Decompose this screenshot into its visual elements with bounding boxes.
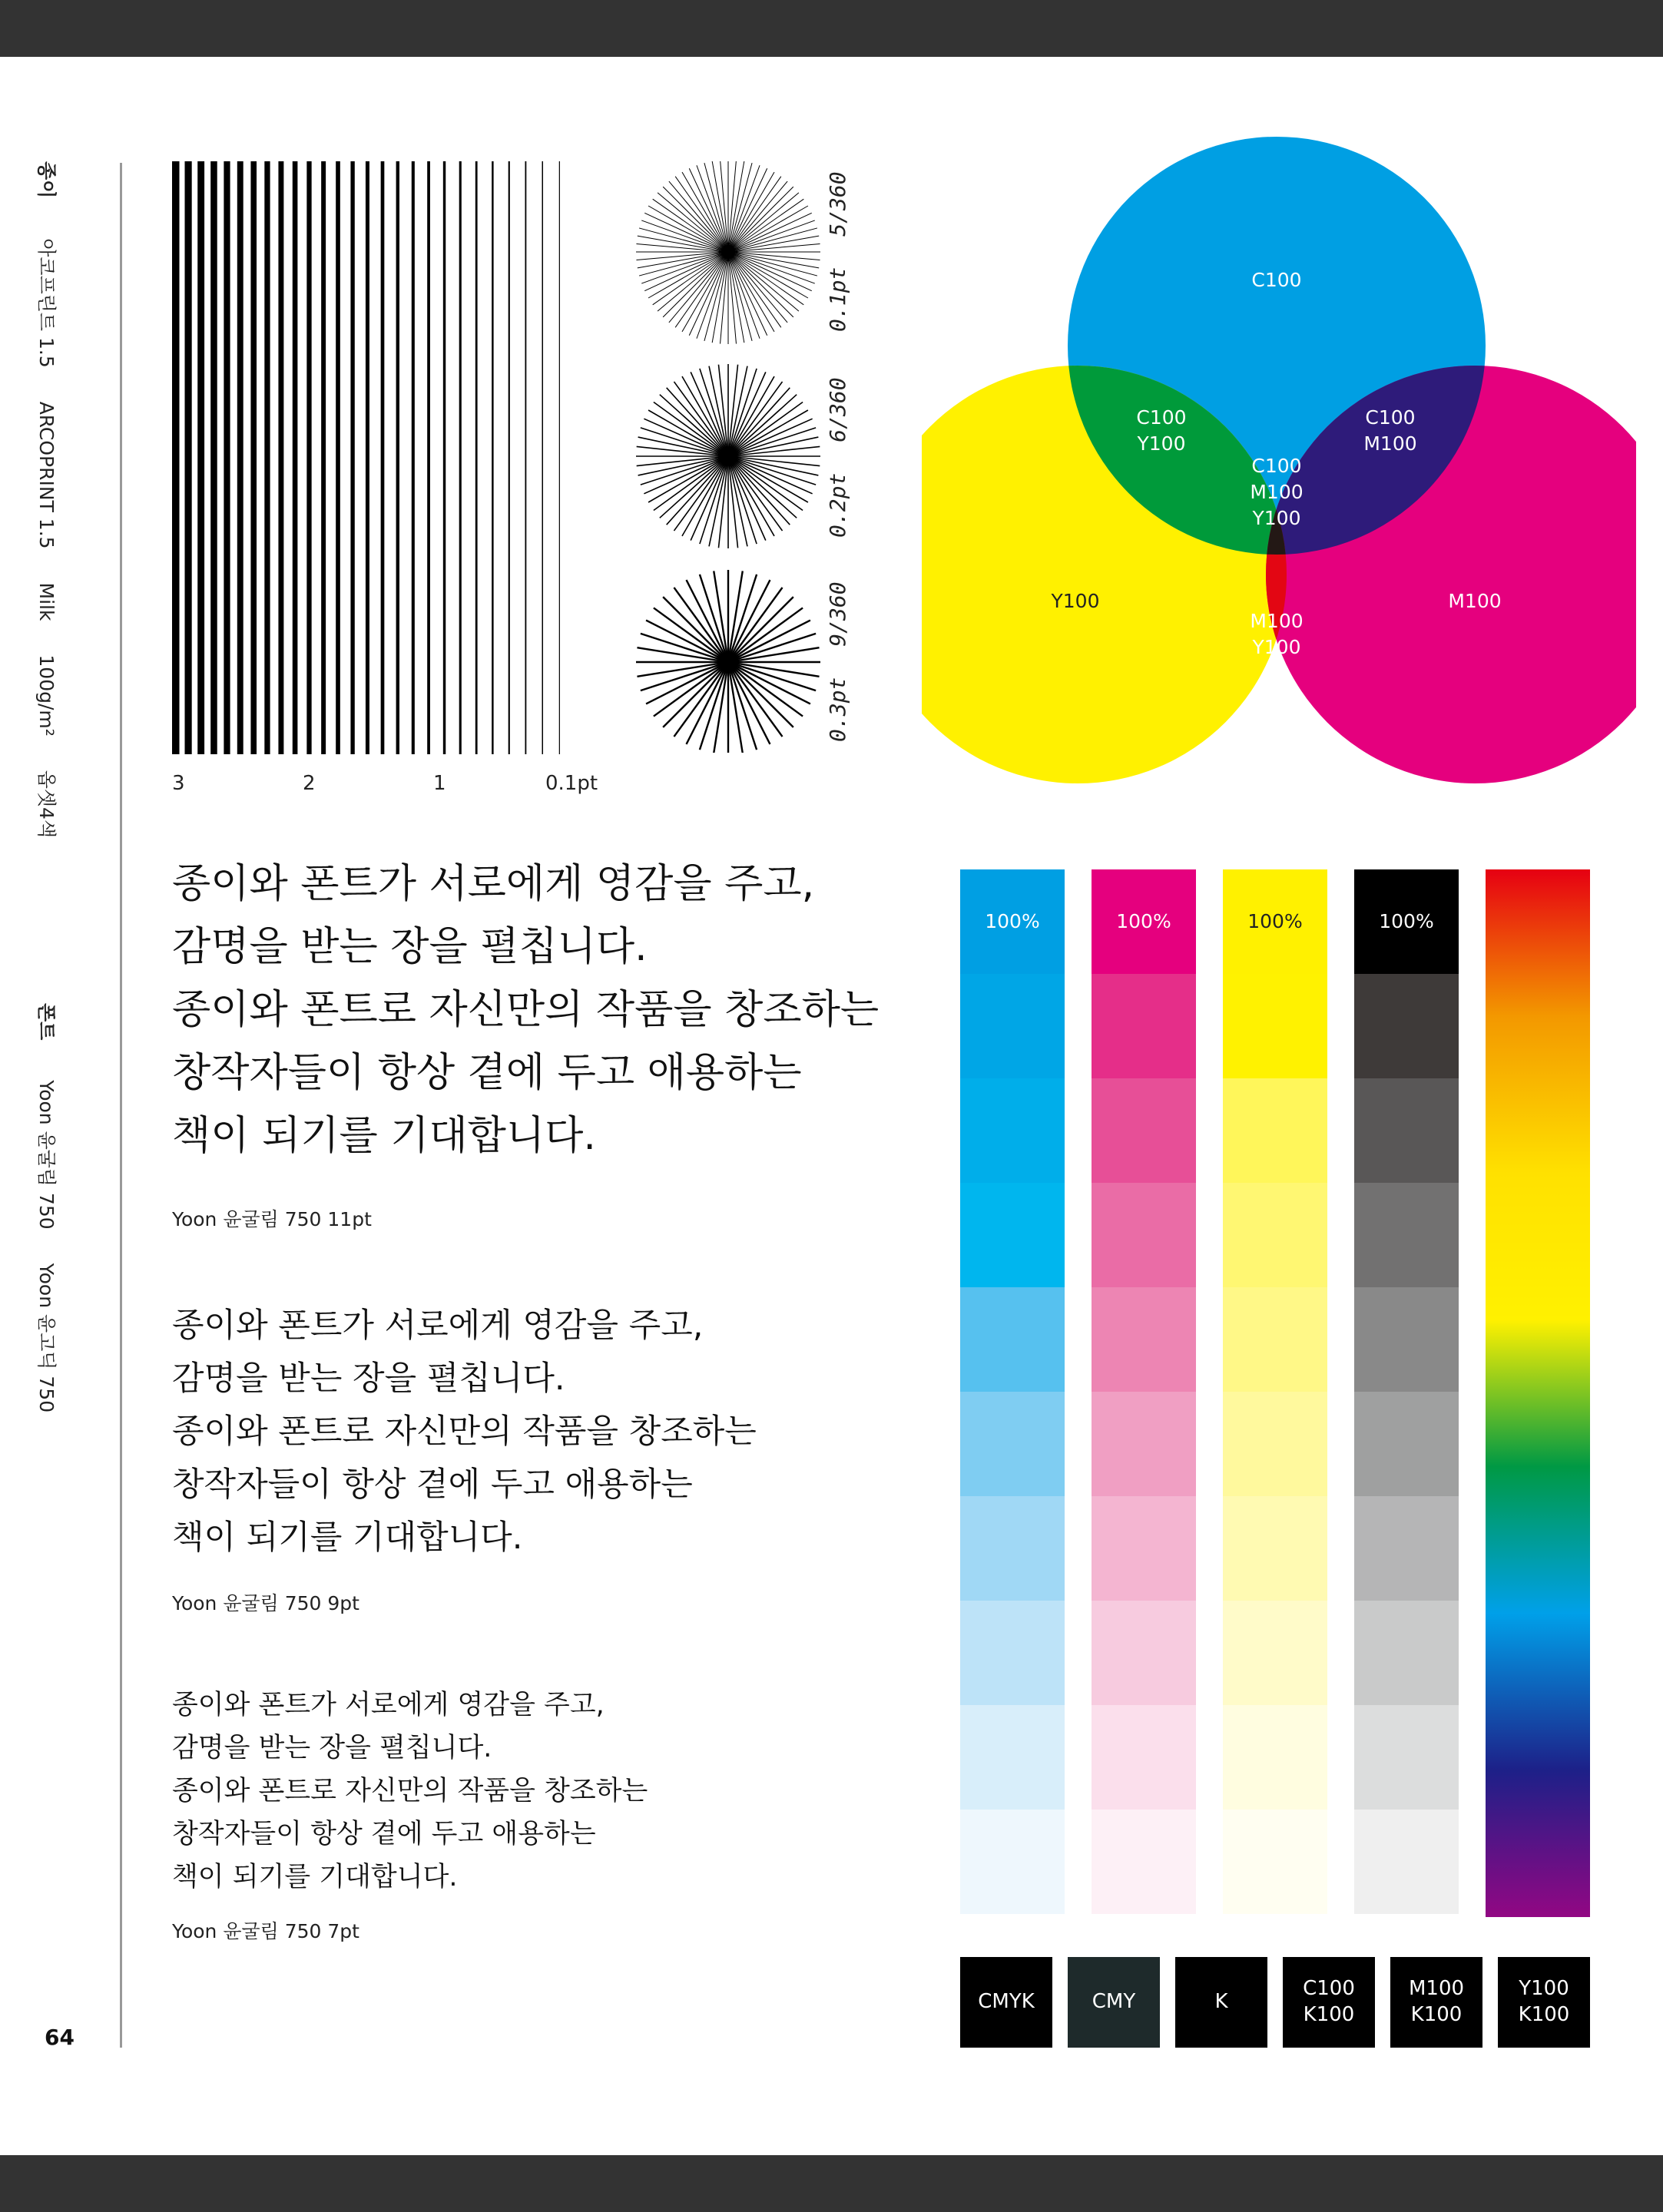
venn-label-cmy-3: Y100 [1252,507,1301,529]
cyan-tint-swatch [960,1287,1065,1392]
line-weight-bar [542,161,544,754]
chip-m100-k100: M100 K100 [1390,1957,1482,2048]
black-tint-swatch [1354,1392,1459,1496]
sample-line: 창작자들이 항상 곁에 두고 애용하는 [172,1819,596,1849]
black-tint-swatch [1354,1810,1459,1914]
starburst-label-3: 0.3pt9/360 [825,581,850,742]
line-weight-bar [293,161,298,754]
yellow-tint-swatch [1223,1601,1327,1705]
line-weight-bar [366,161,369,754]
starburst-ray [644,456,728,494]
sample-caption-7pt: Yoon 윤굴림 750 7pt [172,1920,359,1942]
cyan-tint-swatch [960,1078,1065,1183]
starburst-ray [654,608,728,662]
line-weight-bar [350,161,354,754]
cyan-tint-swatch [960,1601,1065,1705]
starburst-ray [728,419,813,456]
black-tint-strip [1354,869,1459,1914]
line-weight-bar [475,161,478,754]
starburst-label-1: 0.1pt5/360 [825,171,850,332]
venn-label-cm-2: M100 [1363,432,1417,455]
magenta-tint-swatch [1092,1287,1196,1392]
yellow-100-label: 100% [1247,910,1303,932]
black-tint-swatch [1354,1078,1459,1183]
starburst-ray [654,662,728,717]
scale-label-1: 1 [433,772,446,795]
sample-line: 종이와 폰트가 서로에게 영감을 주고, [172,1690,605,1720]
sample-line: 감명을 받는 장을 펼칩니다. [172,924,648,970]
paper-item: Milk [35,582,58,621]
paper-section-label: 종이 [35,161,58,199]
top-dark-band [0,0,1663,57]
starburst-group [630,161,830,753]
line-weight-bar [321,161,326,754]
venn-label-my-2: Y100 [1252,636,1301,658]
magenta-tint-swatch [1092,1705,1196,1810]
cyan-tint-swatch [960,1496,1065,1601]
starburst-center [721,245,735,259]
starburst-center [721,655,735,669]
starburst-center [721,449,735,463]
scale-label-2: 2 [303,772,316,795]
sample-line: 책이 되기를 기대합니다. [172,1862,458,1892]
cyan-tint-strip [960,869,1065,1914]
type-sample-11pt [172,853,879,1167]
starburst-ray [728,608,803,662]
starburst-ray [728,372,766,456]
venn-label-m100: M100 [1448,590,1502,612]
venn-label-y100: Y100 [1051,590,1100,612]
yellow-tint-strip [1223,869,1327,1914]
line-weight-bar [427,161,430,754]
starburst-ray [691,456,728,541]
sample-line: 종이와 폰트가 서로에게 영감을 주고, [172,1306,704,1345]
starburst-ray [728,456,813,494]
yellow-tint-swatch [1223,1705,1327,1810]
sample-line: 창작자들이 항상 곁에 두고 애용하는 [172,1050,802,1096]
starburst-2 [636,364,820,548]
sample-line: 책이 되기를 기대합니다. [172,1113,596,1159]
magenta-tint-strip [1092,869,1196,1914]
black-tint-swatch [1354,1496,1459,1601]
line-weight-bar [306,161,311,754]
sample-line: 종이와 폰트가 서로에게 영감을 주고, [172,861,815,907]
cyan-tint-swatch [960,1705,1065,1810]
sample-line: 감명을 받는 장을 펼칩니다. [172,1733,492,1763]
black-tint-swatch [1354,1705,1459,1810]
line-weight-bar [396,161,399,754]
chip-cmyk: CMYK [960,1957,1052,2048]
venn-label-cmy-1: C100 [1251,455,1302,477]
yellow-tint-swatch [1223,1496,1327,1601]
starburst-ray [674,588,728,662]
line-weight-bar [278,161,283,754]
black-tint-swatch [1354,1183,1459,1287]
chip-y100-k100: Y100 K100 [1498,1957,1590,2048]
magenta-tint-swatch [1092,1601,1196,1705]
starburst-ray [644,419,728,456]
chip-c100-k100: C100 K100 [1283,1957,1375,2048]
black-tint-swatch [1354,1287,1459,1392]
line-weight-bar [525,161,526,754]
black-tint-swatch [1354,1601,1459,1705]
cyan-tint-swatch [960,974,1065,1078]
font-spec-vertical [34,1003,61,1440]
sidebar-divider [120,163,122,2048]
paper-item: ARCOPRINT 1.5 [35,401,58,549]
font-section-label: 폰트 [35,1003,58,1041]
line-weight-bar [381,161,385,754]
magenta-tint-swatch [1092,1183,1196,1287]
yellow-tint-swatch [1223,1183,1327,1287]
line-weight-bar [443,161,446,754]
line-weight-scale [171,161,570,760]
magenta-100-label: 100% [1116,910,1171,932]
starburst-ray [691,372,728,456]
starburst-3 [636,570,820,753]
cmy-venn-diagram [922,123,1636,791]
sample-caption-9pt: Yoon 윤굴림 750 9pt [172,1592,359,1614]
cyan-100-label: 100% [985,910,1040,932]
line-weight-bar [250,161,257,754]
starburst-label-2: 0.2pt6/360 [825,377,850,538]
starburst-ray [728,662,783,737]
starburst-ray [674,662,728,737]
type-sample-9pt [172,1300,757,1565]
magenta-tint-swatch [1092,974,1196,1078]
chip-k: K [1175,1957,1267,2048]
scale-label-3: 3 [172,772,185,795]
scale-label-01pt: 0.1pt [545,772,598,795]
venn-label-cm-1: C100 [1365,406,1416,429]
sample-line: 종이와 폰트로 자신만의 작품을 창조하는 [172,1776,648,1806]
line-weight-bar [459,161,462,754]
venn-label-my-1: M100 [1250,610,1304,632]
cyan-tint-swatch [960,1392,1065,1496]
page-number: 64 [45,2025,75,2050]
line-weight-bar [197,161,204,754]
spectrum-gradient-strip [1486,869,1590,1917]
venn-label-cmy-2: M100 [1250,481,1304,503]
line-weight-bar [492,161,493,754]
type-sample-7pt [172,1684,648,1899]
line-weight-bar [224,161,230,754]
line-weight-bar [509,161,510,754]
font-item: Yoon 윤고딕 750 [35,1263,58,1413]
yellow-tint-swatch [1223,1392,1327,1496]
sample-line: 종이와 폰트로 자신만의 작품을 창조하는 [172,987,880,1033]
line-weight-bar [210,161,217,754]
line-weight-bar [172,161,180,754]
line-weight-bar [559,161,560,754]
yellow-tint-swatch [1223,1078,1327,1183]
chip-cmy: CMY [1068,1957,1160,2048]
sample-line: 종이와 폰트로 자신만의 작품을 창조하는 [172,1412,757,1451]
bottom-dark-band [0,2155,1663,2212]
black-100-label: 100% [1379,910,1434,932]
paper-item: 옵셋4색 [35,770,58,839]
cyan-tint-swatch [960,1183,1065,1287]
line-weight-bar [185,161,192,754]
magenta-tint-swatch [1092,1810,1196,1914]
cyan-tint-swatch [960,1810,1065,1914]
font-item: Yoon 윤굴림 750 [35,1080,58,1230]
sample-line: 감명을 받는 장을 펼칩니다. [172,1359,565,1398]
line-weight-bar [264,161,270,754]
paper-item: 아코프린트 1.5 [35,238,58,368]
black-tint-swatch [1354,974,1459,1078]
venn-label-cy-1: C100 [1136,406,1187,429]
venn-label-c100: C100 [1251,269,1302,291]
magenta-tint-swatch [1092,1392,1196,1496]
starburst-ray [728,588,783,662]
venn-label-cy-2: Y100 [1137,432,1186,455]
yellow-tint-swatch [1223,1810,1327,1914]
yellow-tint-swatch [1223,974,1327,1078]
magenta-tint-swatch [1092,1078,1196,1183]
starburst-ray [728,662,803,717]
yellow-tint-swatch [1223,1287,1327,1392]
sample-line: 창작자들이 항상 곁에 두고 애용하는 [172,1465,693,1504]
paper-item: 100g/m² [35,654,58,737]
sample-caption-11pt: Yoon 윤굴림 750 11pt [172,1208,372,1230]
line-weight-bar [237,161,243,754]
starburst-1 [636,161,820,344]
sample-line: 책이 되기를 기대합니다. [172,1518,523,1557]
magenta-tint-swatch [1092,1496,1196,1601]
line-weight-bar [336,161,340,754]
starburst-ray [728,456,766,541]
paper-spec-vertical [34,161,61,866]
line-weight-bar [412,161,415,754]
